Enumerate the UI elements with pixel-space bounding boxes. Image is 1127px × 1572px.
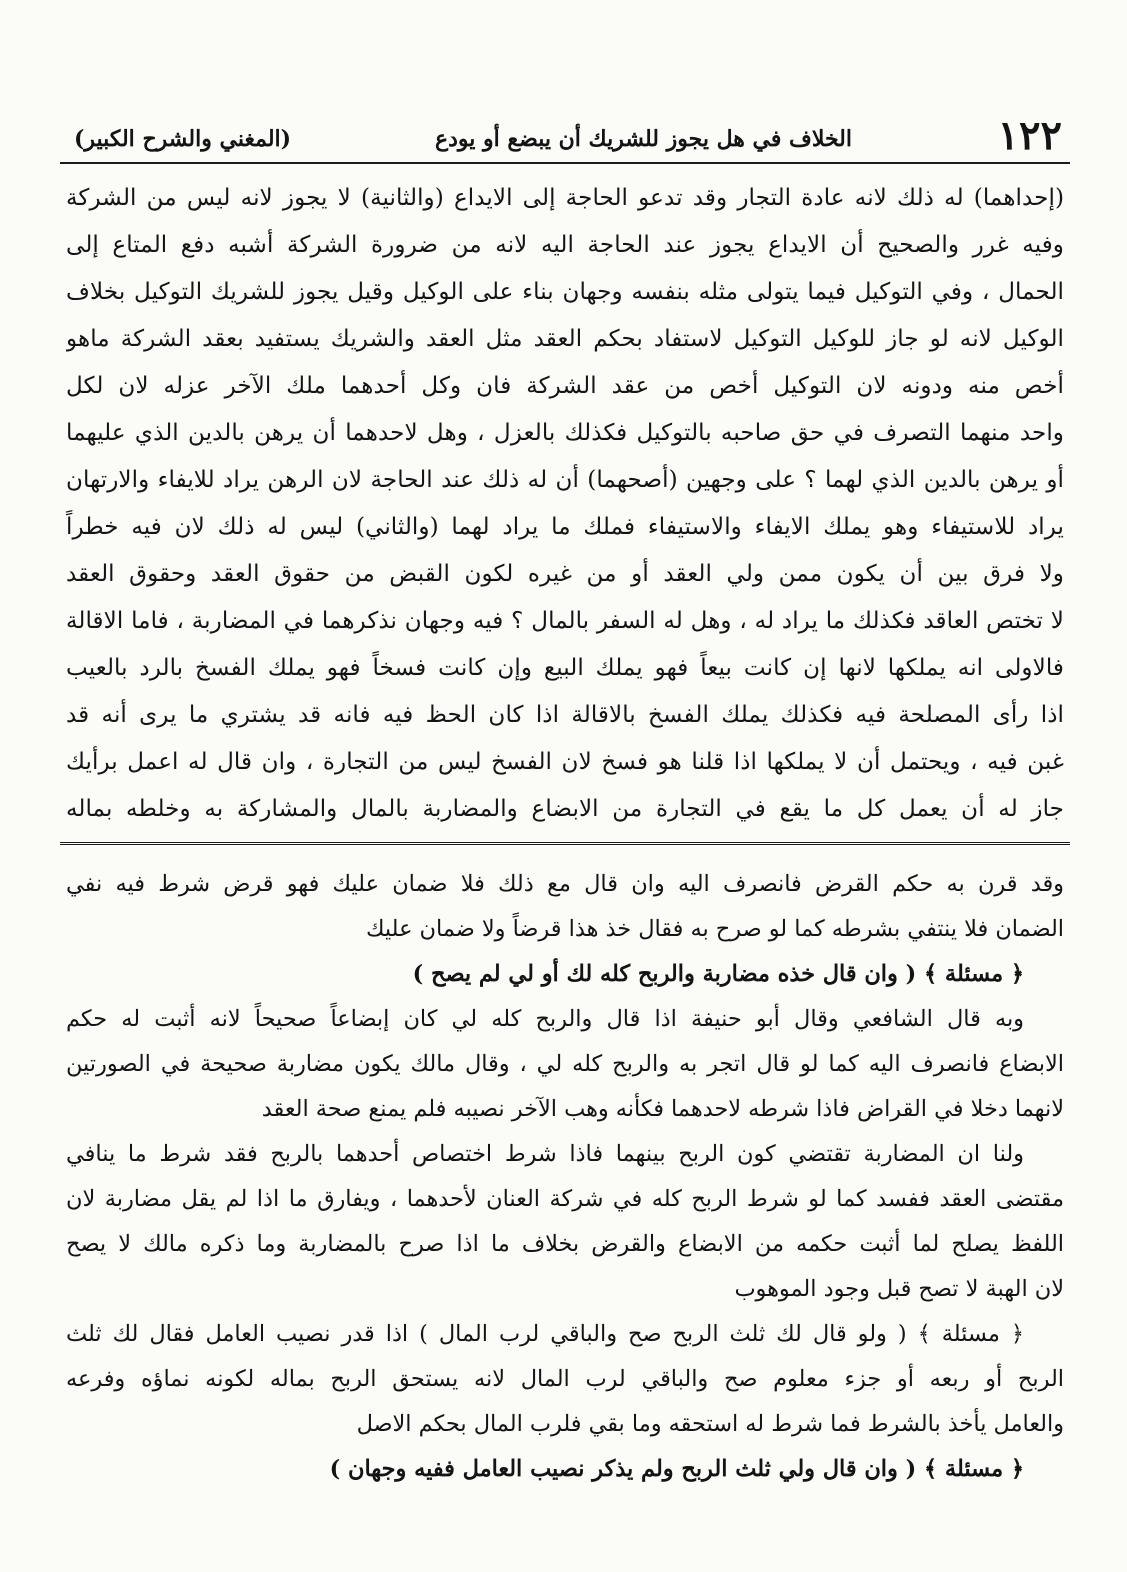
book-page — [60, 100, 1070, 1480]
masala-heading: ﴿ مسئلة ﴾ ( وان قال خذه مضاربة والربح كله لك أو لي لم يصح ) — [412, 961, 1024, 987]
main-text-line: اذا رأى المصلحة فيه فكذلك يملك الفسخ بالاقالة اذا كان الحظ فيه فانه قد يشتري ما يرى أنه قد — [66, 701, 1064, 728]
commentary-line: والعامل يأخذ بالشرط فما شرط له استحقه وما بقي فلرب المال بحكم الاصل — [356, 1411, 1064, 1437]
commentary-line: الربح أو ربعه أو جزء معلوم صح والباقي لرب المال لانه يستحق الربح بماله لكونه نماؤه وفرعه — [66, 1366, 1064, 1392]
page-number: ١٢٢ — [997, 112, 1062, 159]
commentary-line: الضمان فلا ينتفي بشرطه كما لو صرح به فقال خذ هذا قرضاً ولا ضمان عليك — [366, 916, 1064, 942]
main-text-line: يراد للاستيفاء وهو يملك الايفاء والاستيفاء فملك ما يراد لهما (والثاني) ليس له ذلك لان فيه خطراً — [66, 513, 1064, 540]
main-text-line: الوكيل لانه لو جاز للوكيل التوكيل لاستفاد بحكم العقد مثل العقد والشريك يستفيد بعقد الشركة ماهو — [66, 325, 1064, 352]
commentary-line: ﴿ مسئلة ﴾ ( ولو قال لك ثلث الربح صح والباقي لرب المال ) اذا قدر نصيب العامل فقال لك ثلث — [66, 1321, 1024, 1347]
main-text-line: غبن فيه ، ويحتمل أن لا يملكها اذا قلنا هو فسخ لان الفسخ ليس من التجارة ، وان قال له اعمل برأيك — [66, 748, 1064, 775]
commentary-line: مقتضى العقد ففسد كما لو شرط الربح كله في شركة العنان لأحدهما ، ويفارق ما اذا لم يقل مضاربة لان — [66, 1186, 1064, 1212]
main-text-line: ولا فرق بين أن يكون ممن ولي العقد أو من غيره لكون القبض من حقوق العقد وحقوق العقد — [66, 560, 1064, 587]
page-header — [60, 100, 1070, 164]
masala-heading: ﴿ مسئلة ﴾ ( وان قال ولي ثلث الربح ولم يذكر نصيب العامل ففيه وجهان ) — [329, 1456, 1024, 1482]
main-text-line: الحمال ، وفي التوكيل فيما يتولى مثله بنفسه وجهان بناء على الوكيل وقيل يجوز للشريك التوكيل بخلاف — [66, 278, 1064, 305]
commentary-line: ولنا ان المضاربة تقتضي كون الربح بينهما فاذا شرط اختصاص أحدهما بالربح فقد شرط ما ينافي — [66, 1141, 1024, 1167]
commentary-line: لان الهبة لا تصح قبل وجود الموهوب — [734, 1276, 1064, 1302]
main-text-line: (إحداهما) له ذلك لانه عادة التجار وقد تدعو الحاجة إلى الايداع (والثانية) لا يجوز لانه ليس من الشركة — [66, 184, 1064, 211]
commentary-line: لانهما دخلا في القراض فاذا شرطه لاحدهما فكأنه وهب الآخر نصيبه فلم يمنع صحة العقد — [261, 1096, 1064, 1122]
section-divider — [60, 842, 1070, 848]
main-text-line: أو يرهن بالدين الذي لهما ؟ على وجهين (أصحهما) أن له ذلك عند الحاجة لان الرهن يراد للايفاء والارتهان — [66, 466, 1064, 493]
main-text-block — [60, 174, 1070, 832]
main-text-line: أخص منه ودونه لان التوكيل أخص من عقد الشركة فان وكل أحدهما ملك الآخر عزله لان لكل — [66, 372, 1064, 399]
commentary-line: اللفظ يصلح لما أثبت حكمه من الابضاع والقرض بخلاف ما اذا صرح بالمضاربة وما ذكره مالك لا يصح — [66, 1231, 1064, 1257]
main-text-line: جاز له أن يعمل كل ما يقع في التجارة من الابضاع والمضاربة بالمال والمشاركة به وخلطه بماله — [66, 795, 1064, 822]
commentary-line: وبه قال الشافعي وقال أبو حنيفة اذا قال والربح كله لي كان إبضاعاً صحيحاً لانه أثبت له حكم — [66, 1006, 1024, 1032]
commentary-line: وقد قرن به حكم القرض فانصرف اليه وان قال مع ذلك فلا ضمان عليك فهو قرض شرط فيه نفي — [66, 871, 1064, 897]
running-title: الخلاف في هل يجوز للشريك أن يبضع أو يودع — [434, 126, 852, 152]
main-text-line: وفيه غرر والصحيح أن الايداع يجوز عند الحاجة اليه لانه من ضرورة الشركة أشبه دفع المتاع إلى — [66, 231, 1064, 258]
main-text-line: لا تختص العاقد فكذلك ما يراد له ، وهل له السفر بالمال ؟ فيه وجهان نذكرهما في المضاربة ، فاما الاقالة — [66, 607, 1064, 634]
commentary-line: الابضاع فانصرف اليه كما لو قال اتجر به والربح كله لي ، وقال مالك يكون مضاربة صحيحة في الصورتين — [66, 1051, 1064, 1077]
book-title: (المغني والشرح الكبير) — [74, 126, 292, 152]
commentary-text-block — [60, 862, 1070, 1492]
main-text-line: واحد منهما التصرف في حق صاحبه بالتوكيل فكذلك بالعزل ، وهل لاحدهما أن يرهن بالدين الذي عليهما — [66, 419, 1064, 446]
main-text-line: فالاولى انه يملكها لانها إن كانت بيعاً فهو يملك البيع وإن كانت فسخاً فهو يملك الفسخ بالرد بالعيب — [66, 654, 1064, 681]
